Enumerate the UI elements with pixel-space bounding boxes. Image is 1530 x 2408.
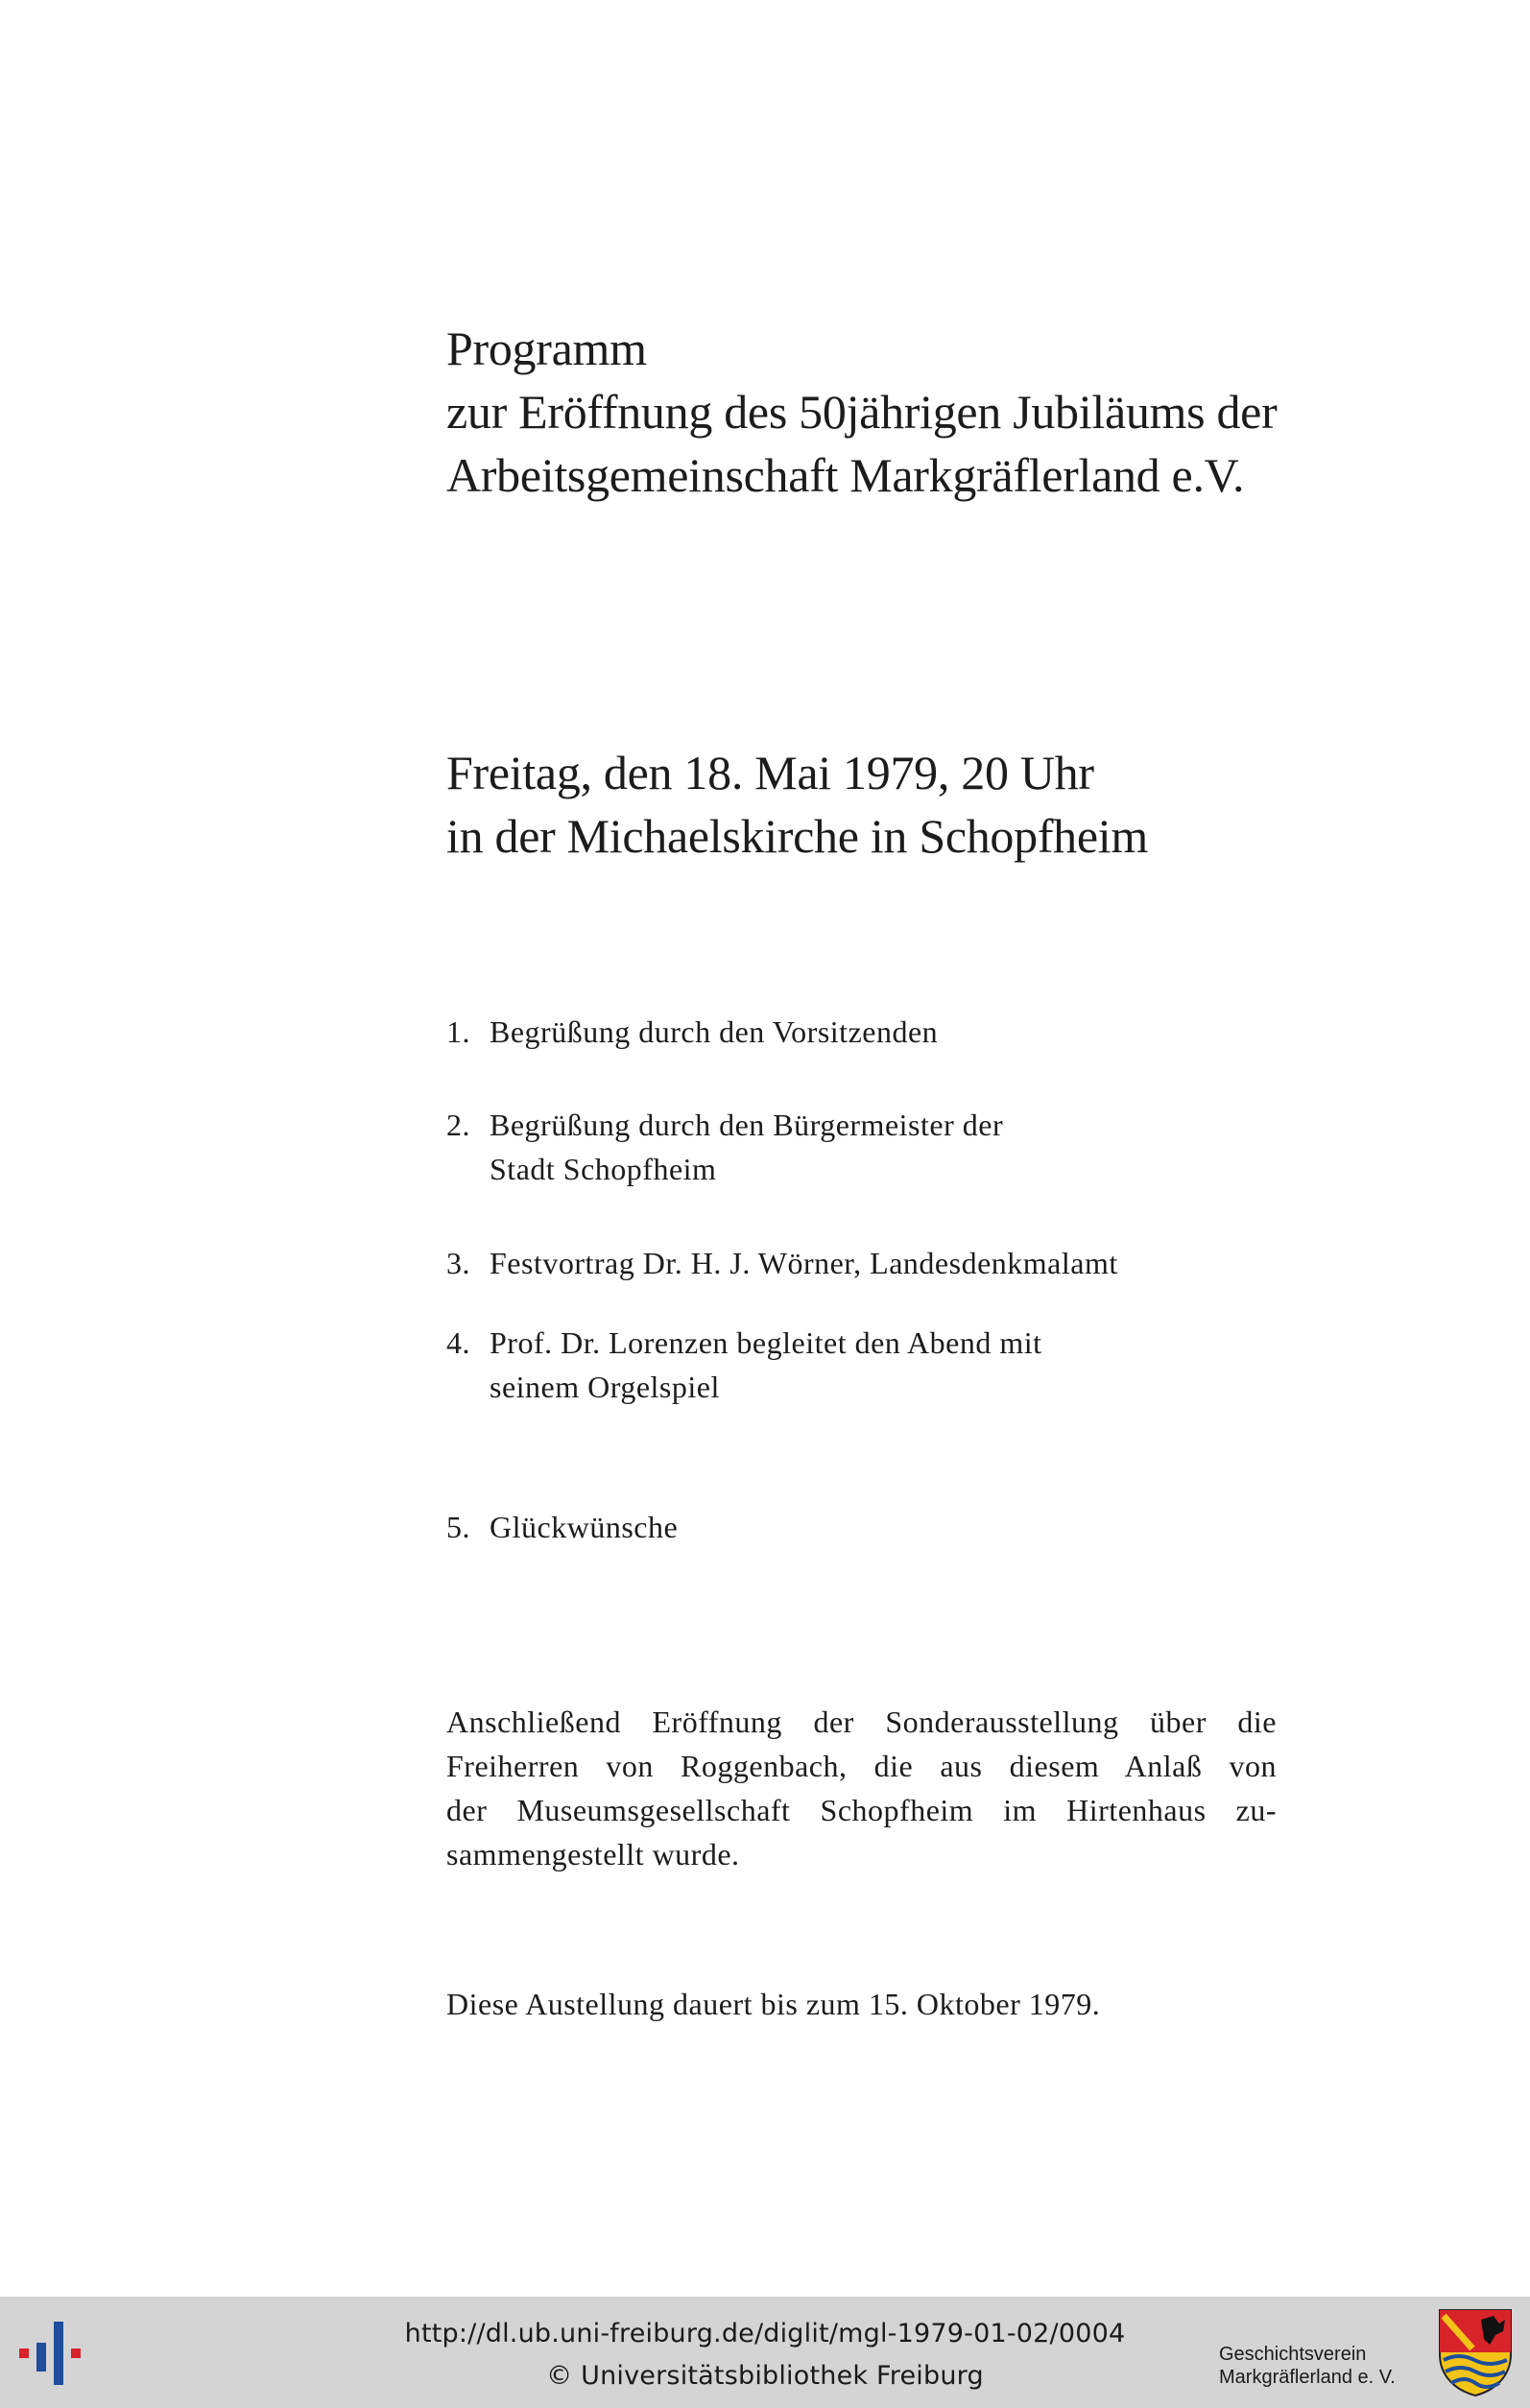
program-item-number: 4. (446, 1325, 470, 1360)
note-line: sammengestellt wurde. (446, 1837, 740, 1872)
footer-bar (0, 2297, 1530, 2408)
program-item (446, 1010, 938, 1054)
title-line: zur Eröffnung des 50jährigen Jubiläums der (446, 385, 1278, 439)
society-name (1219, 2343, 1435, 2389)
program-item-number: 3. (446, 1246, 470, 1280)
event-info (446, 741, 1502, 868)
copyright-notice: © Universitätsbibliothek Freiburg (546, 2361, 984, 2391)
program-item-text (490, 1010, 938, 1054)
program-item (446, 1321, 1042, 1409)
program-item-line: Stadt Schopfheim (490, 1152, 717, 1186)
program-item (446, 1505, 678, 1549)
program-item-line: Festvortrag Dr. H. J. Wörner, Landesdenkmalamt (490, 1246, 1118, 1280)
note-line: Anschließend Eröffnung der Sonderausstellung über die (446, 1705, 1277, 1739)
program-item-line: Prof. Dr. Lorenzen begleitet den Abend mit (490, 1325, 1042, 1360)
note-line: der Museumsgesellschaft Schopfheim im Hirtenhaus zu- (446, 1793, 1277, 1827)
society-name-line: Markgräflerland e. V. (1219, 2367, 1396, 2388)
program-item (446, 1103, 1003, 1191)
exhibition-note (446, 1700, 1277, 1876)
document-title (446, 317, 1502, 507)
program-item-text (490, 1505, 678, 1549)
title-line: Programm (446, 322, 647, 375)
permalink-url[interactable]: http://dl.ub.uni-freiburg.de/diglit/mgl-1979-01-02/0004 (404, 2319, 1126, 2348)
exhibition-duration: Diese Austellung dauert bis zum 15. Oktober 1979. (446, 1987, 1101, 2021)
program-item-number: 1. (446, 1014, 470, 1049)
program-item-text (490, 1103, 1003, 1191)
note-line: Freiherren von Roggenbach, die aus diesem Anlaß von (446, 1749, 1277, 1783)
program-item-line: Begrüßung durch den Bürgermeister der (490, 1108, 1004, 1142)
event-location: in der Michaelskirche in Schopfheim (446, 809, 1148, 863)
program-item-line: seinem Orgelspiel (490, 1370, 720, 1404)
program-item (446, 1241, 1118, 1285)
program-item-line: Glückwünsche (490, 1510, 679, 1544)
title-line: Arbeitsgemeinschaft Markgräflerland e.V. (446, 448, 1245, 502)
event-date: Freitag, den 18. Mai 1979, 20 Uhr (446, 746, 1094, 799)
program-item-line: Begrüßung durch den Vorsitzenden (490, 1014, 939, 1049)
program-item-text (490, 1241, 1118, 1285)
program-item-number: 2. (446, 1108, 470, 1142)
program-item-number: 5. (446, 1510, 470, 1544)
society-name-line: Geschichtsverein (1219, 2344, 1367, 2365)
coat-of-arms-icon[interactable] (1436, 2306, 1515, 2398)
program-item-text (490, 1321, 1042, 1409)
